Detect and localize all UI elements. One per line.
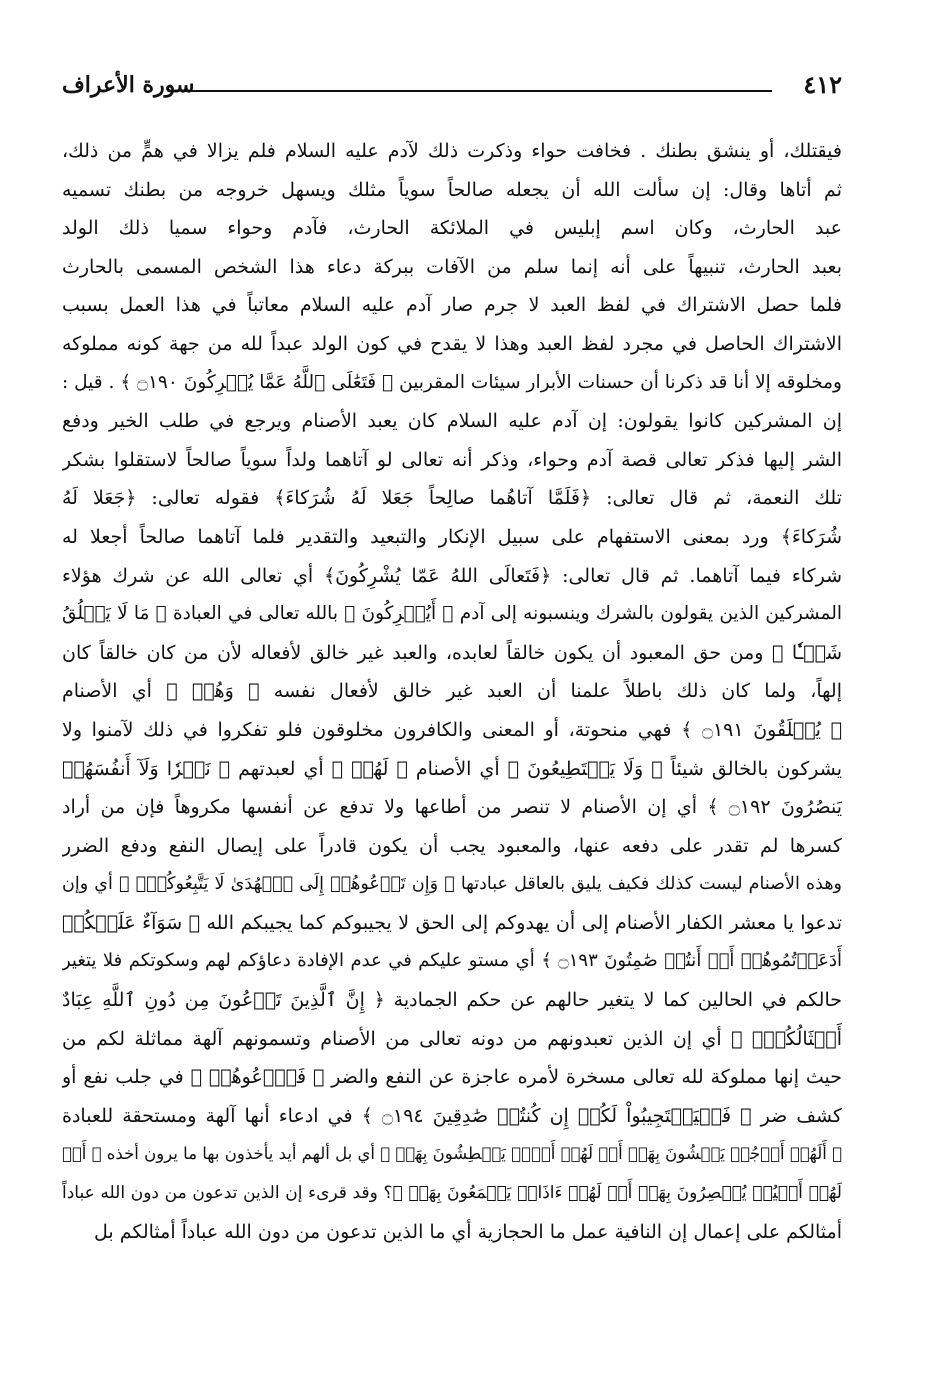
- text-line: المشركين الذين يقولون بالشرك وينسبونه إلى آدم ﴿ أَيُشۡرِكُونَ ﴾ بالله تعالى في العبادة ﴿ مَا لَا يَخۡلُقُ: [62, 603, 842, 625]
- text-line: فلما حصل الاشتراك في لفظ العبد لا جرم صار آدم عليه السلام معاتباً في هذا العمل بسبب: [62, 294, 842, 317]
- text-line: لَهُمۡ أَعۡيُنٞ يُبۡصِرُونَ بِهَآۖ أَمۡ لَهُمۡ ءَاذَانٞ يَسۡمَعُونَ بِهَاۗ ﴾؟ وقد قرىء إن الذين تدعون من دون الله عباداً: [62, 1183, 842, 1204]
- text-line: وهذه الأصنام ليست كذلك فكيف يليق بالعاقل عبادتها ﴿ وَإِن تَدۡعُوهُمۡ إِلَى ٱلۡهُدَىٰ لَا يَتَّبِعُوكُمۡۚ ﴾ أي وإن: [62, 874, 842, 895]
- text-line: شركاء فيما آتاهما. ثم قال تعالى: ﴿فَتَعالَى اللهُ عَمّا يُشْرِكُونَ﴾ أي تعالى الله عن شرك هؤلاء: [62, 564, 842, 587]
- text-line: كشف ضر ﴿ فَلۡيَسۡتَجِيبُواْ لَكُمۡ إِن كُنتُمۡ صَٰدِقِينَ ۝١٩٤ ﴾ في ادعاء أنها آلهة ومستحقة للعبادة: [62, 1104, 842, 1127]
- text-line: إلهاً، ولما كان ذلك باطلاً علمنا أن العبد غير خالق لأفعال نفسه ﴿ وَهُمۡ ﴾ أي الأصنام: [62, 680, 842, 703]
- page-header: [62, 70, 842, 108]
- text-line: شُرَكاءَ﴾ ورد بمعنى الاستفهام على سبيل الإنكار والتبعيد والتقدير فلما آتاهما صالحاً أجعلا له: [62, 525, 842, 548]
- page-number: ٤١٢: [803, 70, 842, 99]
- text-line: يَنصُرُونَ ۝١٩٢ ﴾ أي إن الأصنام لا تنصر من أطاعها ولا تدفع عن أنفسها مكروهاً فإن من أراد: [62, 796, 842, 819]
- text-line: أَدَعَوۡتُمُوهُمۡ أَمۡ أَنتُمۡ صَٰمِتُونَ ۝١٩٣ ﴾ أي مستو عليكم في عدم الإفادة دعاؤكم لهم وسكوتكم فلا يتغير: [62, 950, 842, 972]
- surah-name: سورة الأعراف: [62, 72, 195, 98]
- text-line: الاشتراك الحاصل في مجرد لفظ العبد وهذا لا يقدح في كون الولد عبداً لله من جهة كونه مملوكه: [62, 332, 842, 355]
- body-text: [62, 132, 842, 1251]
- text-line: ومخلوقه إلا أنا قد ذكرنا أن حسنات الأبرار سيئات المقربين ﴿ فَتَعَٰلَى ٱللَّهُ عَمَّا يُشۡرِكُونَ ۝١٩٠ ﴾ . قيل :: [62, 371, 842, 393]
- text-line: الشر إليها فذكر تعالى قصة آدم وحواء، وذكر أنه تعالى لو آتاهما ولداً سوياً صالحاً لاستقلوا بشكر: [62, 448, 842, 471]
- text-line: فيقتلك، أو ينشق بطنك . فخافت حواء وذكرت ذلك لآدم عليه السلام فلم يزالا في همٍّ من ذلك،: [62, 140, 842, 162]
- text-line: أَمۡثَالُكُمۡۖ ﴾ أي إن الذين تعبدونهم من دونه تعالى من الأصنام وتسمونهم آلهة مماثلة لكم من: [62, 1027, 842, 1050]
- text-line: كسرها لم تقدر على دفعه عنها، والمعبود يجب أن يكون قادراً على إيصال النفع ودفع الضرر: [62, 834, 842, 857]
- text-line: بعبد الحارث، تنبيهاً على أنه إنما سلم من الآفات ببركة دعاء هذا الشخص المسمى بالحارث: [62, 255, 842, 278]
- text-line: إن المشركين كانوا يقولون: إن آدم عليه السلام كان يعبد الأصنام ويرجع في طلب الخير ودفع: [62, 410, 842, 433]
- header-rule: [182, 90, 772, 92]
- text-line: ﴿ أَلَهُمۡ أَرۡجُلٞ يَمۡشُونَ بِهَآۖ أَمۡ لَهُمۡ أَيۡدٖ يَبۡطِشُونَ بِهَآۖ ﴾ أي بل ألهم أيد يأخذون بها ما يرون أخذه ﴿ أَمۡ: [62, 1144, 842, 1164]
- text-line: تلك النعمة، ثم قال تعالى: ﴿فَلَمَّا آتاهُما صالِحاً جَعَلا لَهُ شُرَكاءَ﴾ فقوله تعالى: ﴿جَعَلا لَهُ: [62, 487, 842, 510]
- text-line: شَيۡـٔٗا ﴾ ومن حق المعبود أن يكون خالقاً لعابده، والعبد غير خالق لأفعاله لأن من كان خالقاً كان: [62, 641, 842, 664]
- text-line: حالكم في الحالين كما لا يتغير حالهم عن حكم الجمادية ﴿ إِنَّ ٱلَّذِينَ تَدۡعُونَ مِن دُونِ ٱللَّهِ عِبَادٌ: [62, 989, 842, 1012]
- text-line: يشركون بالخالق شيئاً ﴿ وَلَا يَسۡتَطِيعُونَ ﴾ أي الأصنام ﴿ لَهُمۡ ﴾ أي لعبدتهم ﴿ نَصۡرٗا وَلَآ أَنفُسَهُمۡ: [62, 757, 842, 780]
- text-line: ثم أتاها وقال: إن سألت الله أن يجعله صالحاً سوياً مثلك ويسهل خروجه من بطنك تسميه: [62, 178, 842, 201]
- text-line: حيث إنها مملوكة لله تعالى مسخرة لأمره عاجزة عن النفع والضر ﴿ فَٱدۡعُوهُمۡ ﴾ في جلب نفع أو: [62, 1066, 842, 1089]
- text-line: ﴿ يُخۡلَقُونَ ۝١٩١ ﴾ فهي منحوتة، أو المعنى والكافرون مخلوقون فلو تفكروا في ذلك لآمنوا ولا: [62, 718, 842, 741]
- text-line: تدعوا يا معشر الكفار الأصنام إلى أن يهدوكم إلى الحق لا يجيبوكم كما يجيبكم الله ﴿ سَوَآءٌ عَلَيۡكُمۡ: [62, 911, 842, 934]
- text-line: عبد الحارث، وكان اسم إبليس في الملائكة الحارث، فآدم وحواء سميا ذلك الولد: [62, 217, 842, 240]
- text-line: أمثالكم على إعمال إن النافية عمل ما الحجازية أي ما الذين تدعون من دون الله عباداً أمثالكم بل: [93, 1220, 842, 1243]
